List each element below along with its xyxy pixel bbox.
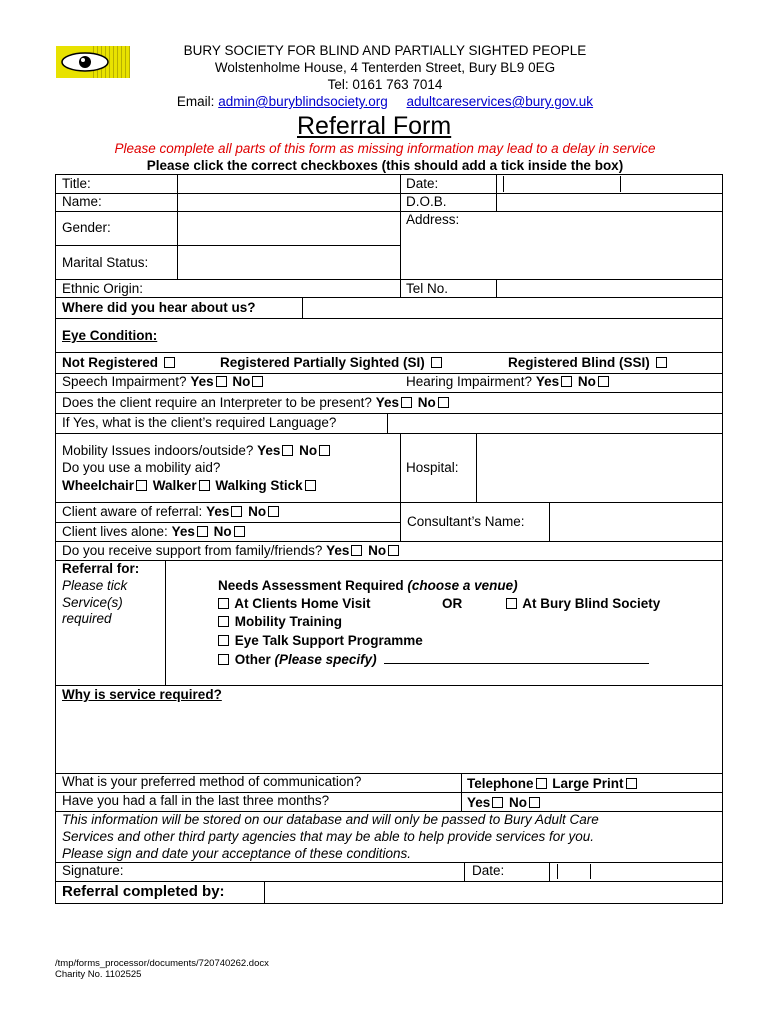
mobility-label: Mobility Issues indoors/outside? (62, 443, 254, 458)
communication-options (467, 776, 639, 792)
hearing-yes-label: Yes (535, 374, 560, 389)
lives-alone-yes-label: Yes (171, 524, 195, 539)
reg-blind-label: Registered Blind (SSI) (508, 355, 650, 370)
fall-yes-label: Yes (467, 795, 491, 810)
title-label: Title: (62, 176, 91, 191)
telephone-checkbox[interactable] (536, 778, 547, 789)
fall-no-checkbox[interactable] (529, 797, 540, 808)
speech-yes-checkbox[interactable] (216, 376, 227, 387)
other-option (216, 652, 649, 668)
reg-ps-checkbox[interactable] (431, 357, 442, 368)
other-hint: (Please specify) (274, 652, 377, 667)
dob-label: D.O.B. (406, 194, 447, 209)
lives-alone-no-checkbox[interactable] (234, 526, 245, 537)
needs-assessment-heading (218, 578, 518, 594)
referral-hint-3: required (62, 611, 112, 626)
interpreter-yes-label: Yes (375, 395, 399, 410)
interpreter-row (62, 395, 451, 411)
hearing-label: Hearing Impairment? (406, 374, 533, 389)
email-link-adultcare[interactable]: adultcareservices@bury.gov.uk (406, 94, 594, 109)
email-link-admin[interactable]: admin@buryblindsociety.org (218, 94, 388, 109)
aware-row (62, 504, 281, 520)
aware-label: Client aware of referral: (62, 504, 203, 519)
wheelchair-checkbox[interactable] (136, 480, 147, 491)
org-address: Wolstenholme House, 4 Tenterden Street, Bury BL9 0EG (214, 60, 556, 75)
mobility-training-checkbox[interactable] (218, 616, 229, 627)
why-label: Why is service required? (62, 687, 222, 702)
consent-line-3: Please sign and date your acceptance of these conditions. (62, 846, 411, 861)
referral-hint-2: Service(s) (62, 595, 123, 610)
support-no-checkbox[interactable] (388, 545, 399, 556)
bury-blind-label: At Bury Blind Society (522, 596, 661, 611)
email-label: Email: (176, 94, 215, 109)
warning-text: Please complete all parts of this form as missing information may lead to a delay in service (114, 141, 656, 156)
fall-label: Have you had a fall in the last three months? (62, 793, 330, 808)
lives-alone-row (62, 524, 247, 540)
instruction-text: Please click the correct checkboxes (this should add a tick inside the box) (146, 158, 624, 173)
page-title: Referral Form (297, 112, 452, 140)
ethnic-label: Ethnic Origin: (62, 281, 144, 296)
reg-ps-option (220, 355, 444, 371)
aware-no-checkbox[interactable] (268, 506, 279, 517)
home-visit-label: At Clients Home Visit (234, 596, 371, 611)
reg-blind-checkbox[interactable] (656, 357, 667, 368)
large-print-label: Large Print (552, 776, 624, 791)
home-visit-option (216, 596, 371, 612)
mobility-row (62, 443, 332, 459)
aware-yes-checkbox[interactable] (231, 506, 242, 517)
consent-line-1: This information will be stored on our database and will only be passed to Bury Adult Care (62, 812, 599, 827)
signature-label: Signature: (62, 863, 124, 878)
mobility-aid-label: Do you use a mobility aid? (62, 460, 221, 475)
bury-blind-checkbox[interactable] (506, 598, 517, 609)
walking-stick-checkbox[interactable] (305, 480, 316, 491)
other-checkbox[interactable] (218, 654, 229, 665)
hearing-no-checkbox[interactable] (598, 376, 609, 387)
hearing-yes-checkbox[interactable] (561, 376, 572, 387)
speech-row (62, 374, 265, 390)
needs-assessment-hint: (choose a venue) (407, 578, 518, 593)
reg-ps-label: Registered Partially Sighted (SI) (220, 355, 425, 370)
telno-label: Tel No. (406, 281, 449, 296)
consultant-label: Consultant’s Name: (407, 514, 525, 529)
completed-by-label: Referral completed by: (62, 883, 225, 900)
eye-talk-label: Eye Talk Support Programme (234, 633, 423, 648)
needs-assessment-label: Needs Assessment Required (218, 578, 404, 593)
interpreter-label: Does the client require an Interpreter to be present? (62, 395, 372, 410)
eye-condition-label: Eye Condition: (62, 328, 158, 343)
interpreter-no-label: No (417, 395, 436, 410)
mobility-aid-options (62, 478, 318, 494)
telephone-label: Telephone (467, 776, 534, 791)
hospital-label: Hospital: (406, 460, 459, 475)
mobility-no-label: No (299, 443, 318, 458)
walker-label: Walker (152, 478, 197, 493)
home-visit-checkbox[interactable] (218, 598, 229, 609)
speech-label: Speech Impairment? (62, 374, 187, 389)
lives-alone-label: Client lives alone: (62, 524, 168, 539)
large-print-checkbox[interactable] (626, 778, 637, 789)
lives-alone-no-label: No (213, 524, 232, 539)
wheelchair-label: Wheelchair (62, 478, 135, 493)
not-registered-option (62, 355, 177, 371)
aware-no-label: No (248, 504, 267, 519)
language-label: If Yes, what is the client’s required Language? (62, 415, 337, 430)
aware-yes-label: Yes (206, 504, 230, 519)
speech-yes-label: Yes (190, 374, 214, 389)
communication-label: What is your preferred method of communication? (62, 774, 362, 789)
reg-blind-option (508, 355, 669, 371)
referral-for-label: Referral for: (62, 561, 140, 576)
not-registered-label: Not Registered (62, 355, 159, 370)
other-specify-field[interactable] (384, 653, 649, 664)
gender-label: Gender: (62, 220, 111, 235)
not-registered-checkbox[interactable] (164, 357, 175, 368)
mobility-yes-label: Yes (257, 443, 281, 458)
mobility-no-checkbox[interactable] (319, 445, 330, 456)
hear-label: Where did you hear about us? (62, 300, 256, 315)
mobility-training-label: Mobility Training (234, 614, 343, 629)
hearing-no-label: No (577, 374, 596, 389)
footer-charity: Charity No. 1102525 (55, 969, 142, 980)
mobility-yes-checkbox[interactable] (282, 445, 293, 456)
footer-path: /tmp/forms_processor/documents/720740262.docx (55, 958, 269, 969)
name-label: Name: (62, 194, 102, 209)
org-name: BURY SOCIETY FOR BLIND AND PARTIALLY SIGHTED PEOPLE (183, 43, 587, 58)
eye-talk-option (216, 633, 423, 649)
speech-no-checkbox[interactable] (252, 376, 263, 387)
support-yes-label: Yes (326, 543, 350, 558)
fall-no-label: No (509, 795, 528, 810)
interpreter-no-checkbox[interactable] (438, 397, 449, 408)
speech-no-label: No (232, 374, 251, 389)
walker-checkbox[interactable] (199, 480, 210, 491)
or-label: OR (442, 596, 463, 611)
support-row (62, 543, 401, 559)
marital-label: Marital Status: (62, 255, 149, 270)
lives-alone-yes-checkbox[interactable] (197, 526, 208, 537)
sig-date-label: Date: (472, 863, 505, 878)
address-label: Address: (406, 212, 460, 227)
bury-blind-option (504, 596, 660, 612)
interpreter-yes-checkbox[interactable] (401, 397, 412, 408)
consent-line-2: Services and other third party agencies that may be able to help provide services for you. (62, 829, 595, 844)
date-label: Date: (406, 176, 439, 191)
org-email-line (0, 94, 770, 110)
referral-hint-1: Please tick (62, 578, 128, 593)
support-yes-checkbox[interactable] (351, 545, 362, 556)
mobility-training-option (216, 614, 342, 630)
fall-yes-checkbox[interactable] (492, 797, 503, 808)
eye-talk-checkbox[interactable] (218, 635, 229, 646)
fall-options (467, 795, 542, 811)
support-label: Do you receive support from family/friends? (62, 543, 323, 558)
walking-stick-label: Walking Stick (215, 478, 303, 493)
org-tel: Tel: 0161 763 7014 (327, 77, 443, 92)
other-label: Other (234, 652, 271, 667)
hearing-row (406, 374, 611, 390)
support-no-label: No (368, 543, 387, 558)
